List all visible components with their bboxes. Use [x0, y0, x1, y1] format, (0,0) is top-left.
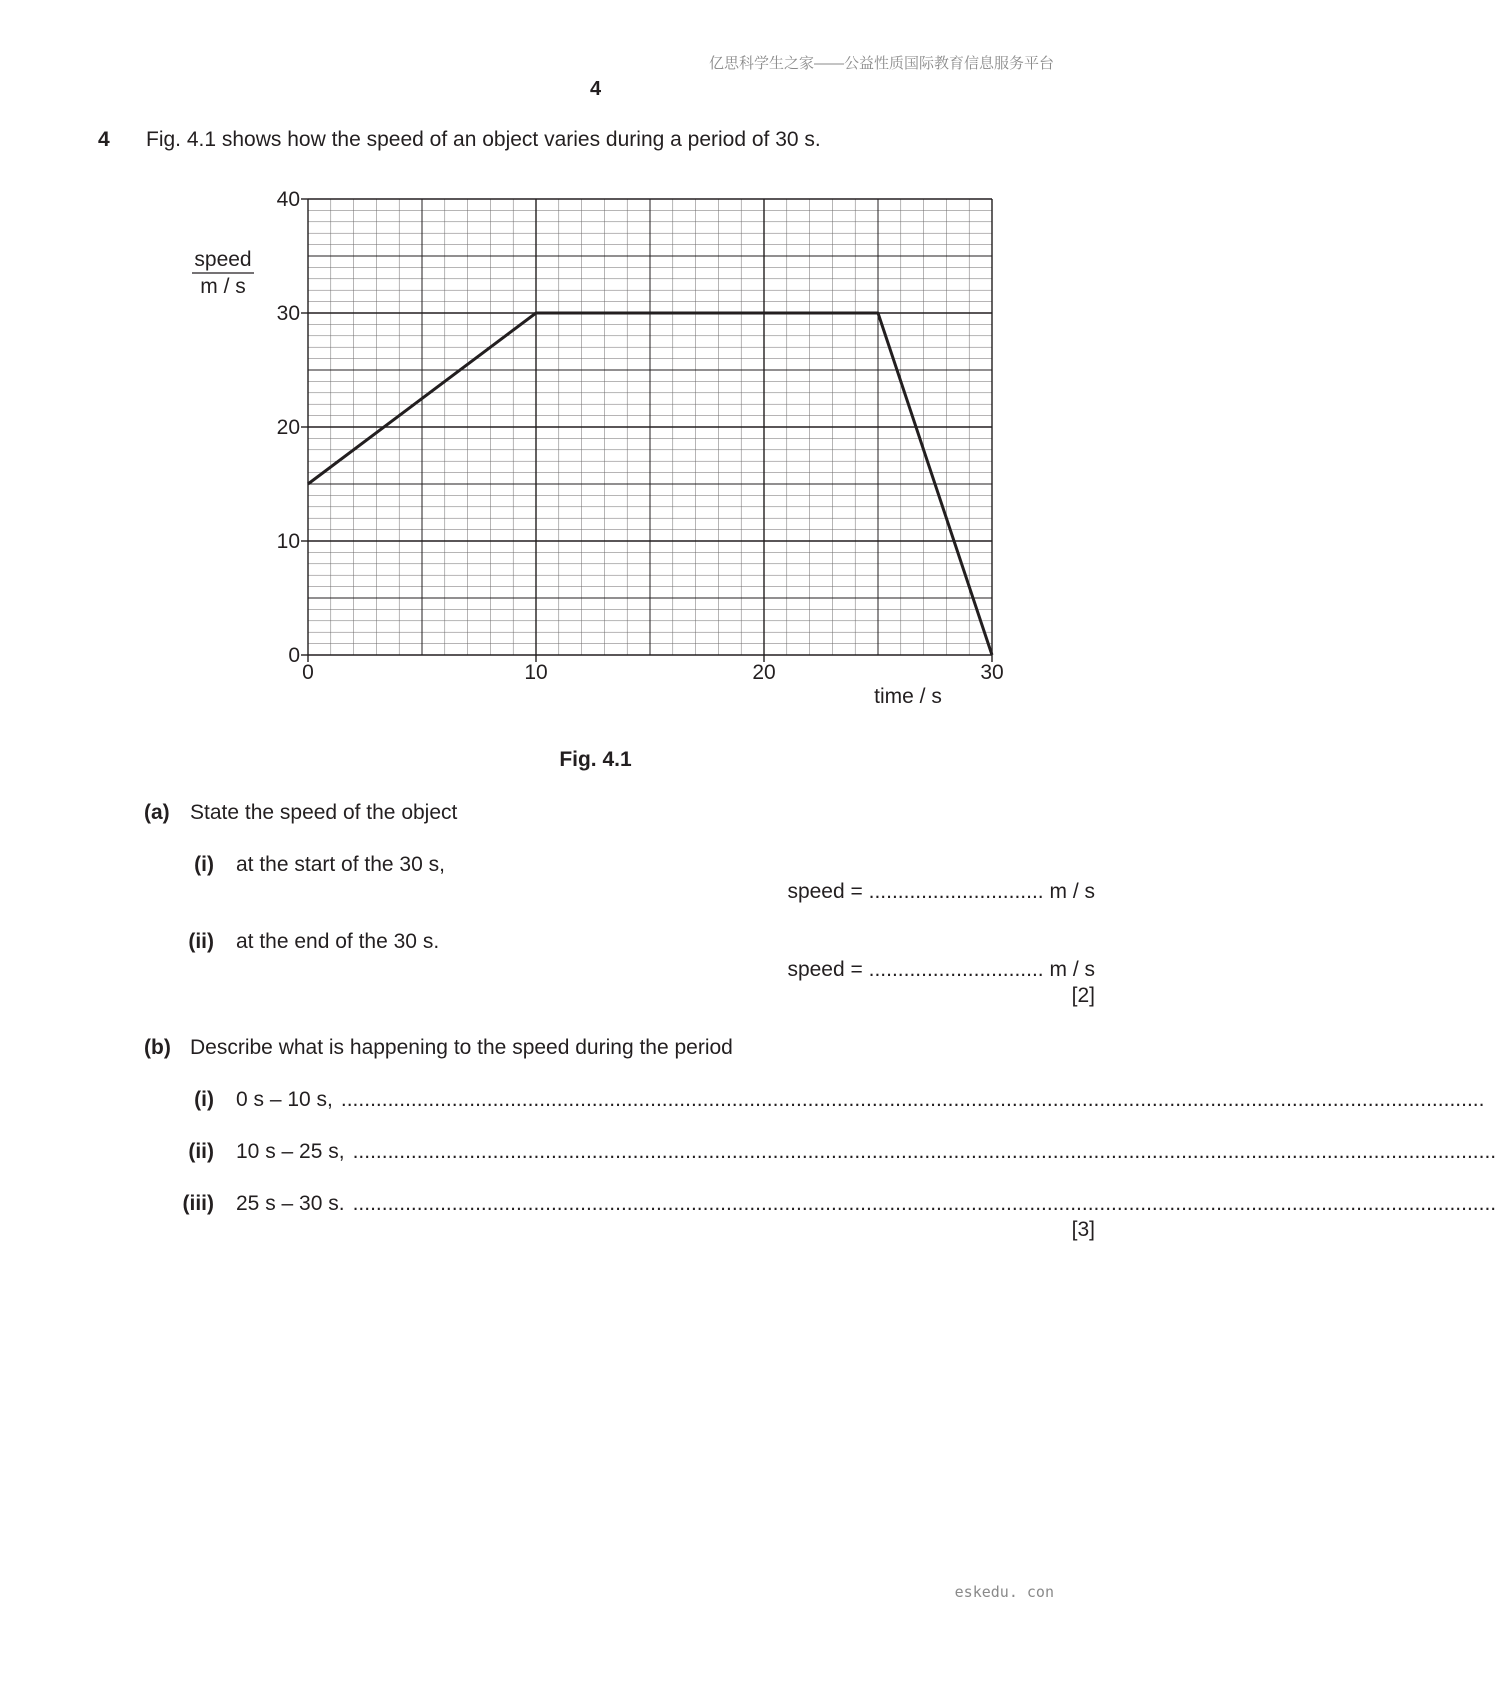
question-number: 4 — [98, 128, 110, 151]
part-a-prompt: State the speed of the object — [190, 801, 458, 824]
part-a-marks: [2] — [1071, 984, 1095, 1007]
answer-unit: m / s — [1049, 880, 1095, 903]
answer-unit: m / s — [1049, 958, 1095, 981]
x-axis-label: time / s — [874, 685, 942, 708]
x-tick-label: 30 — [980, 661, 1004, 684]
part-b-ii-text: 10 s – 25 s, — [236, 1140, 345, 1163]
part-a-i-answer-line[interactable] — [787, 880, 1095, 904]
question-intro: Fig. 4.1 shows how the speed of an object varies during a period of 30 s. — [146, 128, 821, 151]
footer-site-text: eskedu. con — [954, 1583, 1054, 1601]
x-tick-label: 0 — [302, 661, 314, 684]
part-b-i-answer-line[interactable] — [236, 1088, 1485, 1112]
part-b-ii-label: (ii) — [188, 1140, 214, 1163]
part-b-i-label: (i) — [194, 1088, 214, 1111]
part-b-label: (b) — [144, 1036, 171, 1059]
answer-dots[interactable]: .................................................................................................................................................................................................... — [352, 1192, 1496, 1215]
y-tick-label: 10 — [276, 530, 300, 553]
header-site-text: 亿思科学生之家——公益性质国际教育信息服务平台 — [708, 55, 1054, 72]
part-a-ii-label: (ii) — [188, 930, 214, 953]
part-b-i-text: 0 s – 10 s, — [236, 1088, 333, 1111]
part-b-ii-answer-line[interactable] — [236, 1140, 1496, 1164]
answer-prefix: speed = — [787, 880, 863, 903]
part-a-ii-answer-line[interactable] — [787, 958, 1095, 982]
part-a-label: (a) — [144, 801, 170, 824]
y-tick-label: 40 — [276, 188, 300, 211]
answer-dots[interactable]: .............................. — [868, 880, 1044, 903]
part-b-iii-label: (iii) — [182, 1192, 214, 1215]
part-b-iii-answer-line[interactable] — [236, 1192, 1496, 1216]
part-a-i-text: at the start of the 30 s, — [236, 853, 445, 876]
speed-time-graph — [0, 0, 1191, 740]
y-axis-label-numerator: speed — [194, 248, 252, 271]
part-a-i-label: (i) — [194, 853, 214, 876]
axis-ticks — [301, 199, 992, 662]
figure-caption: Fig. 4.1 — [559, 748, 632, 771]
x-tick-label: 20 — [752, 661, 776, 684]
answer-dots[interactable]: .................................................................................................................................................................................................... — [352, 1140, 1496, 1163]
y-tick-label: 30 — [276, 302, 300, 325]
y-tick-label: 20 — [276, 416, 300, 439]
part-b-iii-text: 25 s – 30 s. — [236, 1192, 345, 1215]
answer-dots[interactable]: .................................................................................................................................................................................................... — [340, 1088, 1485, 1111]
y-tick-label: 0 — [288, 644, 300, 667]
part-a-ii-text: at the end of the 30 s. — [236, 930, 440, 953]
x-tick-label: 10 — [524, 661, 548, 684]
part-b-marks: [3] — [1071, 1218, 1095, 1241]
part-b-prompt: Describe what is happening to the speed during the period — [190, 1036, 733, 1059]
y-axis-label-denominator: m / s — [200, 275, 246, 298]
page-number: 4 — [589, 78, 602, 100]
answer-prefix: speed = — [787, 958, 863, 981]
answer-dots[interactable]: .............................. — [868, 958, 1044, 981]
